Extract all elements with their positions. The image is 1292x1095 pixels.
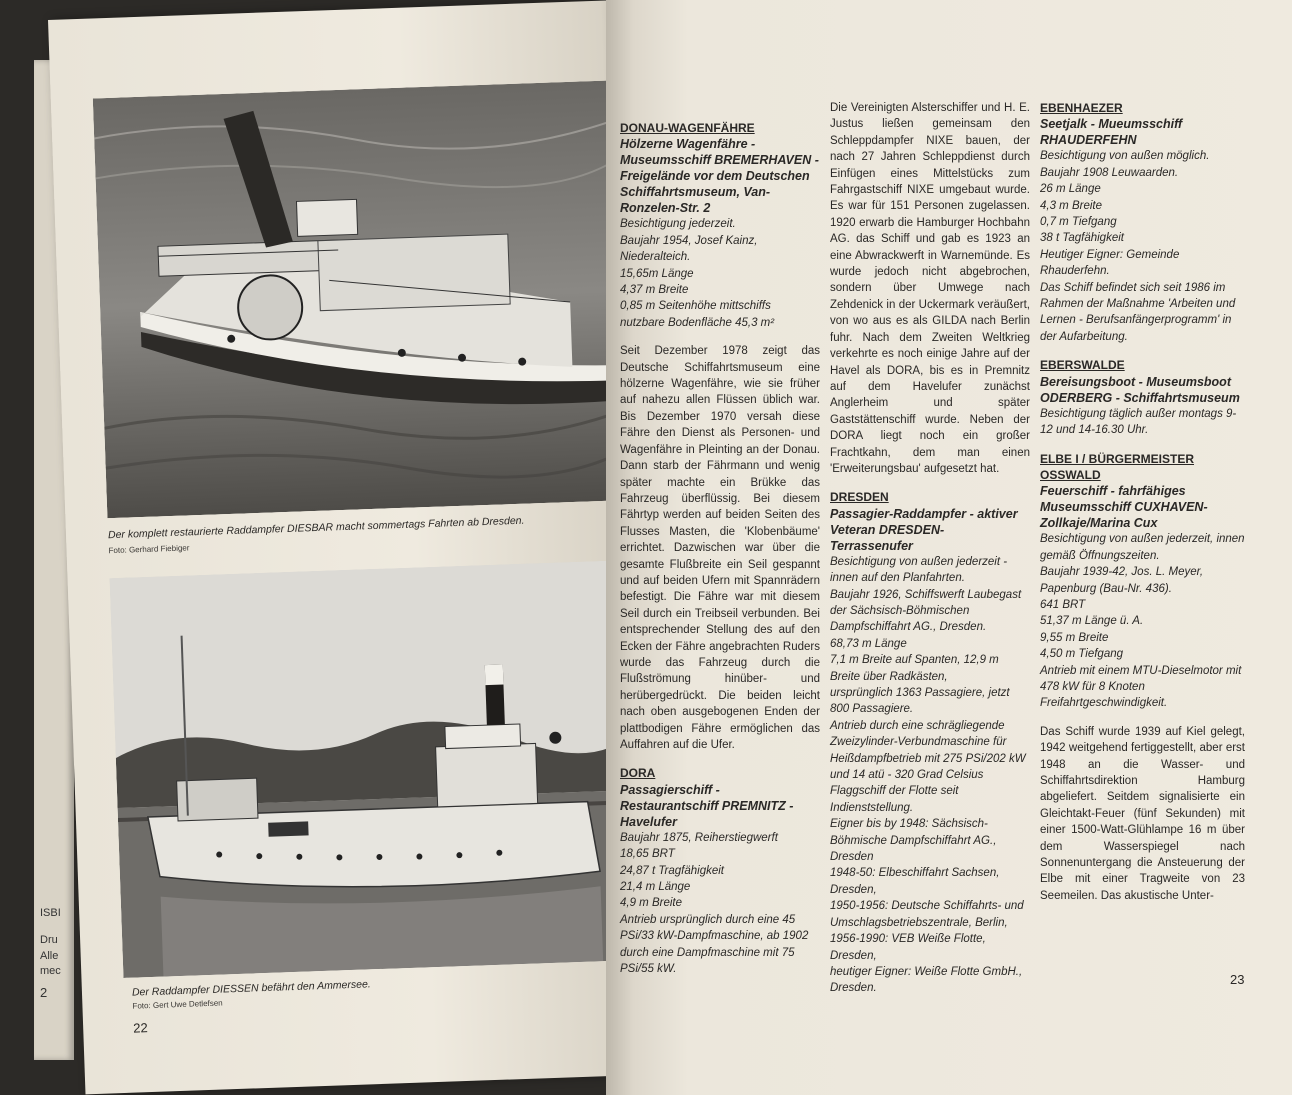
margin-fragment: ISBI — [40, 907, 61, 919]
body-text: Seit Dezember 1978 zeigt das Deutsche Schiffahrtsmuseum eine hölzerne Wagenfähre, wie sie früher auf nahezu allen Flüssen üblich war. Bis Dezember 1970 versah diese Fähre den Dienst als Personen- und Wagenfähre in Pleinting an der Donau. Dann starb der Fährmann und wenig später machte ein Brükke das Fahrzeug überflüssig. Bei diesem Fährtyp werden auf beiden Seiten des Flusses Masten, die 'Klobenbäume' errichtet. Dazwischen war über die gesamte Flußbreite ein Seil gespannt und auf beiden Ufern mit Spannrädern befestigt. Die Fähre war mit diesem Seil durch ein Treibseil verbunden. Bei entsprechender Stellung des auf den Ecken der Fähre angebrachten Ruders wurde das Fahrzeug durch die Flußströmung hinüber- und herübergedrückt. Die beiden leicht nach oben ausgebogenen Enden der plattbodigen Fähre ermöglichen das Auffahren auf die Ufer. — [620, 345, 820, 751]
fact: Besichtigung von außen jederzeit, innen gemäß Öffnungszeiten. — [1040, 533, 1245, 562]
fact: 24,87 t Tragfähigkeit — [620, 864, 724, 877]
entry-subtitle: Passagierschiff - Restaurantschiff PREMNITZ - Havelufer — [620, 782, 794, 829]
photo-credit: Foto: Gert Uwe Detlefsen — [132, 998, 223, 1011]
body-text: Die Vereinigten Alsterschiffer und H. E. Justus ließen gemeinsam den Schleppdampfer NIXE bauen, der nach 27 Jahren Schleppdienst durch Einfügen eines Mittelstücks zum Fahrgastschiff NIXE umgebaut wurde. Es war für 151 Personen zugelassen. 1920 erwarb die Hamburger Hochbahn AG. das Schiff und gab es 1923 an eine Abwrackwerft in Warnemünde. Es wurde jedoch nicht abgebrochen, sondern über Umwege nach Zehdenick in der Uckermark veräußert, von wo aus es als GILDA nach Berlin fuhr. Nach dem Zweiten Weltkrieg verkehrte es noch einige Jahre auf der Havel als DORA, bis es in Premnitz auf dem Havelufer zunächst Anglerheim und später Gaststättenschiff wurde. Neben der DORA liegt noch ein großer Frachtkahn, dem man einen 'Erweiterungsbau' aufgesetzt hat. — [830, 102, 1030, 475]
margin-fragment: Dru — [40, 934, 58, 946]
fact: 4,37 m Breite — [620, 284, 689, 297]
fact: Baujahr 1875, Reiherstiegwerft — [620, 831, 778, 844]
entry-subtitle: Bereisungsboot - Museumsboot ODERBERG - Schiffahrtsmuseum — [1040, 374, 1240, 405]
fact: 0,7 m Tiefgang — [1040, 216, 1117, 229]
entry-heading: DONAU-WAGENFÄHRE — [620, 121, 755, 135]
fact: 0,85 m Seitenhöhe mittschiffs — [620, 300, 771, 313]
margin-fragment: 2 — [40, 985, 48, 1000]
entry-heading: DRESDEN — [830, 490, 889, 505]
fact: Flaggschiff der Flotte seit Indienststellung. — [830, 785, 959, 814]
fact: Heutiger Eigner: Gemeinde Rhauderfehn. — [1040, 248, 1180, 278]
fact: Eigner bis by 1948: Sächsisch-Böhmische Dampfschiffahrt AG., Dresden — [830, 818, 997, 864]
fact: 4,50 m Tiefgang — [1040, 648, 1124, 661]
page-number-left: 22 — [132, 1020, 148, 1036]
entry-heading: ELBE I / BÜRGERMEISTER OSSWALD — [1040, 451, 1195, 482]
left-page — [48, 0, 667, 1094]
fact: 1950-1956: Deutsche Schiffahrts- und Umschlagsbetriebszentrale, Berlin, — [830, 900, 1024, 929]
fact: 641 BRT — [1040, 598, 1086, 611]
fact: heutiger Eigner: Weiße Flotte GmbH., Dresden. — [830, 965, 1023, 995]
fact: Baujahr 1926, Schiffswerft Laubegast der Sächsisch-Böhmischen Dampfschiffahrt AG., Dresden. — [830, 588, 1022, 634]
entry-subtitle: Hölzerne Wagenfähre - Museumsschiff BREMERHAVEN - Freigelände vor dem Deutschen Schiffahrtsmuseum, Van-Ronzelen-Str. 2 — [620, 137, 819, 216]
fact: Das Schiff befindet sich seit 1986 im Rahmen der Maßnahme 'Arbeiten und Lernen - Berufsanfängerprogramm' in der Aufarbeitung. — [1040, 281, 1236, 343]
fact: Baujahr 1908 Leuwaarden. — [1040, 166, 1179, 179]
fact: Besichtigung von außen jederzeit - innen auf den Planfahrten. — [830, 555, 1008, 585]
fact: 1948-50: Elbeschiffahrt Sachsen, Dresden, — [830, 867, 1000, 896]
photo-caption: Der komplett restaurierte Raddampfer DIESBAR macht sommertags Fahrten ab Dresden. — [107, 514, 525, 542]
fact: 68,73 m Länge — [830, 637, 907, 650]
fact: 9,55 m Breite — [1040, 631, 1109, 644]
column-1 — [620, 120, 820, 977]
photo-credit: Foto: Gerhard Fiebiger — [108, 543, 190, 556]
photo-diesbar — [93, 80, 627, 518]
fact: 26 m Länge — [1040, 183, 1101, 196]
body-text: Das Schiff wurde 1939 auf Kiel gelegt, 1942 weitgehend fertiggestellt, aber erst 1948 an die Wasser- und Schiffahrtsdirektion Hamburg abgeliefert. Seitdem signalisierte ein Gleichtakt-Feuer (fünf Sekunden) mit einer 1500-Watt-Glühlampe 16 m über dem Wasserspiegel nach Sonnenuntergang die Ansteuerung der Elbe mit einer Tragweite von 23 Seemeilen. Das akustische Unter- — [1040, 725, 1245, 902]
fact: 15,65m Länge — [620, 267, 694, 280]
entry-subtitle: Feuerschiff - fahrfähiges Museumsschiff CUXHAVEN- Zollkaje/Marina Cux — [1040, 484, 1208, 531]
fact: 38 t Tagfähigkeit — [1040, 232, 1124, 245]
page-number-right: 23 — [1230, 972, 1245, 987]
entry-heading: EBERSWALDE — [1040, 358, 1125, 373]
fact: Baujahr 1954, Josef Kainz, Niederalteich. — [620, 234, 758, 264]
fact: nutzbare Bodenfläche 45,3 m² — [620, 316, 775, 329]
fact: Antrieb ursprünglich durch eine 45 PSi/33 kW-Dampfmaschine, ab 1902 durch eine Dampfmaschine mit 75 PSi/55 kW. — [620, 913, 809, 976]
entry-subtitle: Passagier-Raddampfer - aktiver Veteran DRESDEN- Terrassenufer — [830, 506, 1018, 553]
entry-heading: EBENHAEZER — [1040, 101, 1123, 115]
fact: Antrieb mit einem MTU-Dieselmotor mit 478 kW für 8 Knoten Freifahrtgeschwindigkeit. — [1040, 664, 1242, 710]
fact: 51,37 m Länge ü. A. — [1040, 615, 1144, 628]
entry-heading: DORA — [620, 766, 656, 781]
fact: 21,4 m Länge — [620, 881, 691, 894]
entry-subtitle: Seetjalk - Mueumsschiff RHAUDERFEHN — [1040, 117, 1183, 148]
fact: ursprünglich 1363 Passagiere, jetzt 800 Passagiere. — [830, 687, 1010, 716]
fact: Baujahr 1939-42, Jos. L. Meyer, Papenburg (Bau-Nr. 436). — [1040, 566, 1204, 595]
photo-caption: Der Raddampfer DIESSEN befährt den Ammersee. — [131, 978, 371, 999]
fact: 1956-1990: VEB Weiße Flotte, Dresden, — [830, 933, 986, 962]
column-3 — [1040, 100, 1245, 904]
fact: Antrieb durch eine schrägliegende Zweizylinder-Verbundmaschine für Heißdampfbetrieb mit 275 PSi/202 kW und 14 atü - 320 Grad Celsius — [830, 719, 1026, 782]
fact: 18,65 BRT — [620, 848, 675, 861]
column-2 — [830, 100, 1030, 997]
fact: Besichtigung täglich außer montags 9-12 und 14-16.30 Uhr. — [1040, 407, 1237, 437]
fact: 7,1 m Breite auf Spanten, 12,9 m Breite über Radkästen, — [830, 654, 999, 683]
fact: Besichtigung jederzeit. — [620, 218, 736, 231]
fact: 4,9 m Breite — [620, 897, 682, 910]
margin-fragment: Alle — [40, 950, 59, 962]
fact: 4,3 m Breite — [1040, 199, 1102, 212]
fact: Besichtigung von außen möglich. — [1040, 150, 1210, 163]
margin-fragment: mec — [40, 965, 61, 977]
photo-diessen — [110, 560, 644, 978]
